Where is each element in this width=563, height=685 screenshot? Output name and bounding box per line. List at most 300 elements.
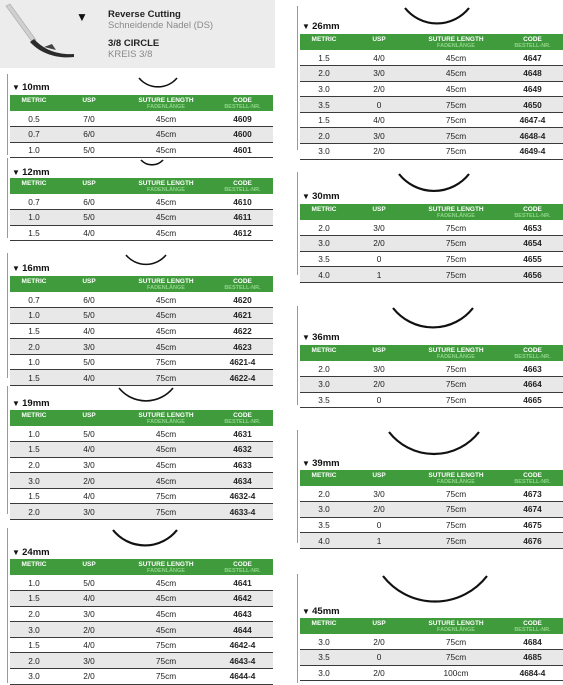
cell-code: 4612: [212, 225, 273, 241]
cell-metric: 2.0: [300, 220, 348, 236]
column-header-usp: [58, 95, 120, 111]
cell-usp: 4/0: [58, 442, 120, 458]
column-header-usp: [58, 276, 120, 292]
cell-usp: 2/0: [348, 144, 410, 160]
needle-arc: [393, 308, 473, 327]
section-size-label: 12mm: [22, 167, 50, 178]
triangle-down-icon: ▼: [12, 399, 23, 408]
cell-usp: 2/0: [58, 622, 120, 638]
cell-metric: 1.5: [10, 637, 58, 653]
section-45mm-title: [302, 606, 340, 617]
needle-arc: [399, 174, 469, 191]
section-divider-line: [7, 74, 8, 155]
table-row: [300, 236, 563, 252]
section-10mm-table: [10, 95, 273, 158]
table-row: [10, 323, 273, 339]
header-text: [108, 9, 213, 60]
column-header-code: [212, 95, 273, 111]
table-row: [10, 442, 273, 458]
column-header-sublabel: FADENLÄNGE: [437, 354, 475, 360]
cell-usp: 4/0: [348, 112, 410, 128]
table-header-row: [10, 276, 273, 292]
cell-code: 4675: [502, 517, 563, 533]
cell-metric: 0.7: [10, 127, 58, 143]
section-size-label: 30mm: [312, 191, 340, 202]
cell-metric: 1.0: [10, 308, 58, 324]
column-header-code: [502, 345, 563, 361]
section-size-label: 39mm: [312, 458, 340, 469]
cell-length: 45cm: [120, 292, 212, 308]
table-row: [10, 606, 273, 622]
triangle-down-icon: ▼: [12, 548, 23, 557]
table-row: [300, 50, 563, 66]
needle-curve-icon: [140, 158, 164, 170]
section-12mm-title: [12, 167, 50, 178]
triangle-down-icon: ▼: [302, 607, 313, 616]
column-header-label: CODE: [523, 206, 542, 213]
cell-length: 45cm: [410, 50, 502, 66]
column-header-label: SUTURE LENGTH: [428, 36, 484, 43]
cell-code: 4622-4: [212, 370, 273, 386]
column-header-suture-length: [410, 345, 502, 361]
column-header-label: SUTURE LENGTH: [138, 278, 194, 285]
cell-usp: 3/0: [58, 606, 120, 622]
column-header-usp: [348, 618, 410, 634]
cell-usp: 3/0: [348, 220, 410, 236]
column-header-sublabel: FADENLÄNGE: [437, 213, 475, 219]
cell-metric: 3.0: [300, 236, 348, 252]
column-header-suture-length: [120, 559, 212, 575]
triangle-down-icon: ▼: [302, 192, 313, 201]
needle-arc: [383, 576, 487, 602]
cell-usp: 2/0: [58, 669, 120, 685]
column-header-sublabel: FADENLÄNGE: [147, 187, 185, 193]
cell-length: 45cm: [120, 442, 212, 458]
cell-code: 4650: [502, 97, 563, 113]
cell-code: 4685: [502, 650, 563, 666]
cell-usp: 5/0: [58, 354, 120, 370]
cell-code: 4633: [212, 457, 273, 473]
section-30mm-title: [302, 191, 340, 202]
column-header-sublabel: BESTELL-NR.: [514, 43, 551, 49]
cell-usp: 2/0: [348, 634, 410, 650]
section-16mm-title: [12, 263, 50, 274]
needle-arc: [405, 8, 469, 23]
cell-length: 75cm: [410, 377, 502, 393]
table-row: [300, 112, 563, 128]
needle-arc: [126, 255, 166, 264]
cell-usp: 1: [348, 533, 410, 549]
cell-usp: 4/0: [58, 488, 120, 504]
column-header-label: SUTURE LENGTH: [138, 97, 194, 104]
cell-usp: 3/0: [348, 486, 410, 502]
section-size-label: 45mm: [312, 606, 340, 617]
cell-usp: 0: [348, 392, 410, 408]
table-row: [300, 66, 563, 82]
column-header-sublabel: BESTELL-NR.: [224, 568, 261, 574]
cell-code: 4654: [502, 236, 563, 252]
table-row: [10, 488, 273, 504]
cell-code: 4673: [502, 486, 563, 502]
cell-metric: 1.5: [10, 442, 58, 458]
cell-metric: 1.0: [10, 354, 58, 370]
cell-metric: 1.5: [10, 370, 58, 386]
cell-length: 75cm: [120, 354, 212, 370]
column-header-label: USP: [372, 347, 386, 354]
column-header-label: SUTURE LENGTH: [428, 472, 484, 479]
column-header-metric: [300, 470, 348, 486]
column-header-label: USP: [82, 412, 96, 419]
cell-length: 45cm: [120, 323, 212, 339]
cell-usp: 4/0: [58, 591, 120, 607]
table-row: [10, 194, 273, 210]
column-header-label: USP: [372, 36, 386, 43]
cell-code: 4643-4: [212, 653, 273, 669]
section-size-label: 16mm: [22, 263, 50, 274]
column-header-suture-length: [120, 276, 212, 292]
column-header-label: METRIC: [21, 97, 47, 104]
cell-usp: 6/0: [58, 292, 120, 308]
table-row: [300, 392, 563, 408]
triangle-down-icon: ▼: [302, 333, 313, 342]
table-row: [10, 142, 273, 158]
table-header-row: [10, 410, 273, 426]
table-row: [300, 361, 563, 377]
cell-metric: 4.0: [300, 267, 348, 283]
table-row: [300, 377, 563, 393]
cell-length: 75cm: [120, 669, 212, 685]
section-16mm-table: [10, 276, 273, 386]
cell-metric: 3.0: [10, 669, 58, 685]
cell-usp: 3/0: [58, 457, 120, 473]
cell-usp: 7/0: [58, 111, 120, 127]
cell-length: 75cm: [410, 236, 502, 252]
cell-metric: 3.0: [300, 377, 348, 393]
section-26mm-table: [300, 34, 563, 160]
column-header-label: CODE: [523, 620, 542, 627]
cell-metric: 2.0: [10, 457, 58, 473]
table-row: [300, 220, 563, 236]
cell-length: 45cm: [120, 591, 212, 607]
cell-length: 75cm: [410, 251, 502, 267]
table-header-row: [10, 95, 273, 111]
column-header-label: CODE: [233, 97, 252, 104]
cell-length: 45cm: [120, 473, 212, 489]
table-row: [300, 267, 563, 283]
cell-metric: 1.5: [10, 323, 58, 339]
cell-length: 75cm: [410, 144, 502, 160]
cell-code: 4653: [502, 220, 563, 236]
column-header-code: [212, 276, 273, 292]
cell-usp: 6/0: [58, 194, 120, 210]
cell-length: 75cm: [410, 267, 502, 283]
section-36mm-table: [300, 345, 563, 408]
section-24mm-table: [10, 559, 273, 685]
cell-code: 4609: [212, 111, 273, 127]
cell-metric: 1.5: [10, 591, 58, 607]
cell-metric: 0.5: [10, 111, 58, 127]
column-header-sublabel: FADENLÄNGE: [147, 568, 185, 574]
column-header-label: SUTURE LENGTH: [138, 180, 194, 187]
column-header-metric: [10, 410, 58, 426]
column-header-label: CODE: [233, 561, 252, 568]
section-divider-line: [297, 6, 298, 150]
column-header-label: SUTURE LENGTH: [428, 206, 484, 213]
cell-code: 4647-4: [502, 112, 563, 128]
table-row: [10, 426, 273, 442]
table-row: [300, 81, 563, 97]
table-row: [10, 308, 273, 324]
cell-metric: 4.0: [300, 533, 348, 549]
cell-usp: 2/0: [348, 377, 410, 393]
cell-usp: 5/0: [58, 575, 120, 591]
cell-metric: 3.5: [300, 517, 348, 533]
cell-code: 4634: [212, 473, 273, 489]
column-header-metric: [300, 204, 348, 220]
table-row: [10, 575, 273, 591]
table-row: [300, 486, 563, 502]
cell-length: 75cm: [410, 220, 502, 236]
column-header-suture-length: [410, 204, 502, 220]
section-26mm-title: [302, 21, 340, 32]
cell-code: 4663: [502, 361, 563, 377]
table-header-row: [10, 559, 273, 575]
table-row: [300, 517, 563, 533]
column-header-usp: [348, 345, 410, 361]
cell-metric: 3.0: [300, 665, 348, 681]
cell-code: 4647: [502, 50, 563, 66]
cell-length: 45cm: [120, 194, 212, 210]
cell-code: 4641: [212, 575, 273, 591]
column-header-label: USP: [82, 561, 96, 568]
column-header-label: METRIC: [311, 620, 337, 627]
table-row: [10, 653, 273, 669]
cell-length: 45cm: [120, 426, 212, 442]
cell-code: 4621: [212, 308, 273, 324]
cell-usp: 4/0: [58, 225, 120, 241]
column-header-suture-length: [120, 178, 212, 194]
column-header-sublabel: BESTELL-NR.: [224, 285, 261, 291]
cell-usp: 2/0: [348, 81, 410, 97]
column-header-suture-length: [120, 95, 212, 111]
cell-usp: 2/0: [348, 665, 410, 681]
cell-length: 75cm: [120, 488, 212, 504]
header-circle-de: KREIS 3/8: [108, 49, 153, 60]
cell-code: 4620: [212, 292, 273, 308]
cell-length: 45cm: [120, 210, 212, 226]
triangle-down-icon: ▼: [12, 168, 23, 177]
cell-metric: 3.5: [300, 97, 348, 113]
column-header-code: [502, 618, 563, 634]
column-header-metric: [10, 95, 58, 111]
cell-length: 75cm: [410, 634, 502, 650]
cell-metric: 2.0: [300, 128, 348, 144]
cell-code: 4623: [212, 339, 273, 355]
cell-usp: 2/0: [58, 473, 120, 489]
cell-metric: 1.0: [10, 426, 58, 442]
column-header-code: [502, 204, 563, 220]
cell-metric: 1.0: [10, 575, 58, 591]
section-size-label: 26mm: [312, 21, 340, 32]
cell-length: 75cm: [410, 97, 502, 113]
cell-usp: 3/0: [348, 128, 410, 144]
column-header-label: CODE: [233, 180, 252, 187]
cell-usp: 4/0: [58, 323, 120, 339]
cell-usp: 3/0: [348, 66, 410, 82]
cell-code: 4633-4: [212, 504, 273, 520]
column-header-label: METRIC: [21, 180, 47, 187]
column-header-code: [212, 178, 273, 194]
column-header-label: USP: [372, 472, 386, 479]
cell-metric: 1.5: [10, 225, 58, 241]
table-row: [10, 370, 273, 386]
column-header-label: SUTURE LENGTH: [428, 347, 484, 354]
column-header-sublabel: FADENLÄNGE: [437, 479, 475, 485]
cell-length: 75cm: [410, 392, 502, 408]
cell-length: 75cm: [120, 504, 212, 520]
needle-curve-icon: [404, 6, 470, 30]
section-39mm-table: [300, 470, 563, 549]
column-header-suture-length: [410, 618, 502, 634]
table-row: [10, 354, 273, 370]
cell-metric: 3.0: [300, 502, 348, 518]
cell-length: 100cm: [410, 665, 502, 681]
cell-metric: 2.0: [10, 504, 58, 520]
header-arrow-icon: ▼: [76, 10, 88, 24]
cell-length: 45cm: [120, 142, 212, 158]
table-row: [10, 339, 273, 355]
table-row: [300, 97, 563, 113]
table-header-row: [10, 178, 273, 194]
cell-usp: 5/0: [58, 426, 120, 442]
cell-length: 75cm: [120, 370, 212, 386]
section-size-label: 19mm: [22, 398, 50, 409]
column-header-code: [502, 470, 563, 486]
table-header-row: [300, 470, 563, 486]
cell-usp: 3/0: [348, 361, 410, 377]
column-header-sublabel: FADENLÄNGE: [437, 627, 475, 633]
section-12mm-table: [10, 178, 273, 241]
section-divider-line: [7, 386, 8, 514]
cell-metric: 3.0: [300, 144, 348, 160]
cell-length: 75cm: [120, 653, 212, 669]
section-39mm-title: [302, 458, 340, 469]
column-header-code: [212, 559, 273, 575]
cell-code: 4600: [212, 127, 273, 143]
cell-length: 75cm: [410, 502, 502, 518]
cell-length: 75cm: [120, 637, 212, 653]
column-header-metric: [300, 34, 348, 50]
column-header-suture-length: [410, 470, 502, 486]
cell-usp: 5/0: [58, 210, 120, 226]
needle-curve-icon: [392, 306, 474, 340]
needle-arc: [139, 78, 177, 87]
column-header-sublabel: BESTELL-NR.: [224, 419, 261, 425]
needle-arc: [389, 432, 479, 454]
column-header-label: USP: [372, 620, 386, 627]
column-header-label: SUTURE LENGTH: [428, 620, 484, 627]
cell-metric: 1.5: [300, 50, 348, 66]
table-row: [300, 650, 563, 666]
cell-code: 4648-4: [502, 128, 563, 144]
cell-length: 75cm: [410, 533, 502, 549]
column-header-metric: [10, 559, 58, 575]
column-header-sublabel: BESTELL-NR.: [514, 627, 551, 633]
cell-metric: 3.0: [10, 473, 58, 489]
table-row: [10, 127, 273, 143]
column-header-sublabel: BESTELL-NR.: [224, 187, 261, 193]
cell-code: 4649: [502, 81, 563, 97]
cell-usp: 2/0: [348, 236, 410, 252]
section-divider-line: [297, 172, 298, 275]
cell-usp: 1: [348, 267, 410, 283]
needle-curve-icon: [388, 430, 480, 466]
cell-code: 4632-4: [212, 488, 273, 504]
cell-metric: 0.7: [10, 292, 58, 308]
column-header-sublabel: BESTELL-NR.: [224, 104, 261, 110]
table-row: [10, 473, 273, 489]
section-45mm-table: [300, 618, 563, 681]
cell-length: 45cm: [120, 622, 212, 638]
table-row: [10, 591, 273, 607]
cell-metric: 2.0: [10, 339, 58, 355]
table-row: [10, 210, 273, 226]
cell-code: 4649-4: [502, 144, 563, 160]
cell-usp: 0: [348, 650, 410, 666]
needle-curve-icon: [398, 172, 470, 198]
column-header-usp: [58, 178, 120, 194]
column-header-usp: [58, 559, 120, 575]
cell-code: 4610: [212, 194, 273, 210]
column-header-sublabel: FADENLÄNGE: [147, 104, 185, 110]
cell-metric: 3.0: [300, 81, 348, 97]
column-header-metric: [300, 345, 348, 361]
cell-length: 75cm: [410, 112, 502, 128]
table-row: [300, 502, 563, 518]
column-header-suture-length: [410, 34, 502, 50]
column-header-sublabel: BESTELL-NR.: [514, 213, 551, 219]
cell-code: 4684-4: [502, 665, 563, 681]
column-header-label: USP: [82, 97, 96, 104]
cell-metric: 3.5: [300, 392, 348, 408]
header-subtitle: Schneidende Nadel (DS): [108, 20, 214, 31]
cell-length: 75cm: [410, 486, 502, 502]
cell-code: 4622: [212, 323, 273, 339]
column-header-sublabel: FADENLÄNGE: [437, 43, 475, 49]
cell-metric: 2.0: [300, 66, 348, 82]
column-header-usp: [348, 34, 410, 50]
cell-usp: 0: [348, 517, 410, 533]
table-row: [300, 665, 563, 681]
cell-metric: 0.7: [10, 194, 58, 210]
column-header-label: CODE: [233, 278, 252, 285]
column-header-label: METRIC: [311, 347, 337, 354]
cell-length: 45cm: [120, 127, 212, 143]
section-24mm-title: [12, 547, 50, 558]
needle-curve-icon: [138, 76, 178, 92]
column-header-label: METRIC: [21, 561, 47, 568]
cell-metric: 1.0: [10, 210, 58, 226]
cell-length: 75cm: [410, 517, 502, 533]
cell-usp: 3/0: [58, 504, 120, 520]
column-header-label: USP: [82, 180, 96, 187]
section-divider-line: [297, 574, 298, 683]
cell-code: 4676: [502, 533, 563, 549]
cell-code: 4655: [502, 251, 563, 267]
column-header-usp: [348, 470, 410, 486]
table-row: [10, 637, 273, 653]
section-divider-line: [7, 158, 8, 238]
